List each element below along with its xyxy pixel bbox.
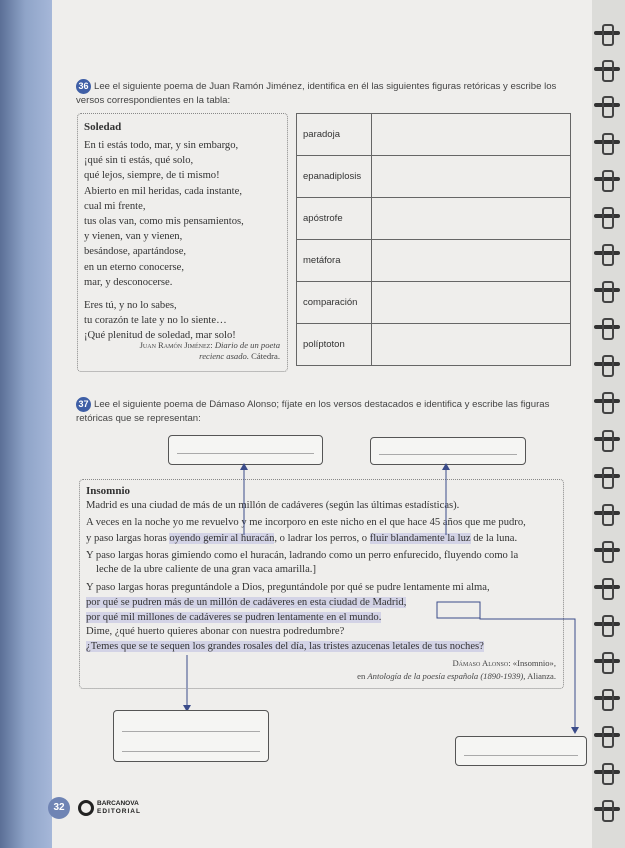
poem-line: Eres tú, y no lo sabes, <box>84 300 177 312</box>
figure-label: políptoton <box>297 324 372 366</box>
arrow-head-4 <box>571 727 579 734</box>
highlight-verse-5: ¿Temes que se te sequen los grandes rosales del día, las tristes azucenas letales de tus noches? <box>86 641 484 652</box>
poem-line: ¡Qué plenitud de soledad, mar solo! <box>84 330 236 342</box>
poem-line: Y paso largas horas preguntándole a Dios, preguntándole por qué se pudre lentamente mi alma, <box>86 582 490 593</box>
poem-line: cual mi frente, <box>84 200 146 212</box>
figure-label: metáfora <box>297 240 372 282</box>
arrow-head-1 <box>240 463 248 470</box>
poem-line: en un eterno conocerse, <box>84 261 185 273</box>
exercise-number-badge: 36 <box>76 79 91 94</box>
bracket-box <box>437 602 480 618</box>
exercise-36-instruction: 36 Lee el siguiente poema de Juan Ramón Jiménez, identifica en él las siguientes figuras retóricas y escribe los versos correspondientes en la tabla: <box>76 81 557 106</box>
poem-line: En ti estás todo, mar, y sin embargo, <box>84 140 239 151</box>
poem-credit-line-2: en Antología de la poesía española (1890-1939), Alianza. <box>357 671 556 681</box>
highlight-verse-3: por qué se pudren más de un millón de cadáveres en esta ciudad de Madrid, <box>86 597 407 608</box>
answer-box-3[interactable] <box>113 710 269 762</box>
poem-line: y vienen, van y vienen, <box>84 231 183 243</box>
highlight-verse-1: oyendo gemir al huracán <box>169 533 275 544</box>
poem-title: Insomnio <box>86 485 131 497</box>
answer-box-4[interactable] <box>455 736 587 766</box>
page-number: 32 <box>48 797 70 819</box>
exercise-number-badge: 37 <box>76 397 91 412</box>
poem-line: besándose, apartándose, <box>84 246 187 258</box>
arrow-line-4 <box>480 606 575 729</box>
poem-line: tus olas van, como mis pensamientos, <box>84 216 244 228</box>
highlight-verse-2: fluir blandamente la luz <box>369 533 471 544</box>
poem-line: qué lejos, siempre, de ti mismo! <box>84 170 220 182</box>
poem-line: leche de la ubre caliente de una gran vaca amarilla.] <box>96 564 316 575</box>
poem-line: ¡qué sin ti estás, qué solo, <box>84 155 194 167</box>
arrow-head-2 <box>442 463 450 470</box>
publisher-name: BARCANOVA EDITORIAL <box>97 800 141 815</box>
poem-line: y paso largas horas oyendo gemir al huracán, o ladrar los perros, o fluir blandamente la luz de la luna. <box>86 533 518 544</box>
poem-credit-line-1: Dámaso Alonso: «Insomnio», <box>452 658 556 668</box>
poem-line: Abierto en mil heridas, cada instante, <box>84 185 242 197</box>
poem-line: tu corazón te late y no lo siente… <box>84 315 227 327</box>
poem-title: Soledad <box>84 121 122 133</box>
poem-line: mar, y desconocerse. <box>84 276 173 288</box>
poem-line: A veces en la noche yo me revuelvo y me incorporo en este nicho en el que hace 45 años que me pudro, <box>86 517 526 528</box>
publisher-logo-icon <box>78 800 94 816</box>
figure-label: epanadiplosis <box>297 156 372 198</box>
figure-label: apóstrofe <box>297 198 372 240</box>
figure-label: paradoja <box>297 114 372 156</box>
poem-line: Y paso largas horas gimiendo como el huracán, ladrando como un perro enfurecido, fluyendo como la <box>86 550 519 561</box>
figure-label: comparación <box>297 282 372 324</box>
poem-credit: Juan Ramón Jiménez: Diario de un poeta recienc asado. Cátedra. <box>139 340 280 361</box>
highlight-verse-4: por qué mil millones de cadáveres se pudren lentamente en el mundo. <box>86 612 382 623</box>
poem-line: Madrid es una ciudad de más de un millón de cadáveres (según las últimas estadísticas). <box>86 500 460 511</box>
exercise-37-instruction: 37 Lee el siguiente poema de Dámaso Alonso; fíjate en los versos destacados e identifica y escribe las figuras retóricas que se representan: <box>76 399 550 424</box>
poem-line: Dime, ¿qué huerto quieres abonar con nuestra podredumbre? <box>86 626 345 637</box>
